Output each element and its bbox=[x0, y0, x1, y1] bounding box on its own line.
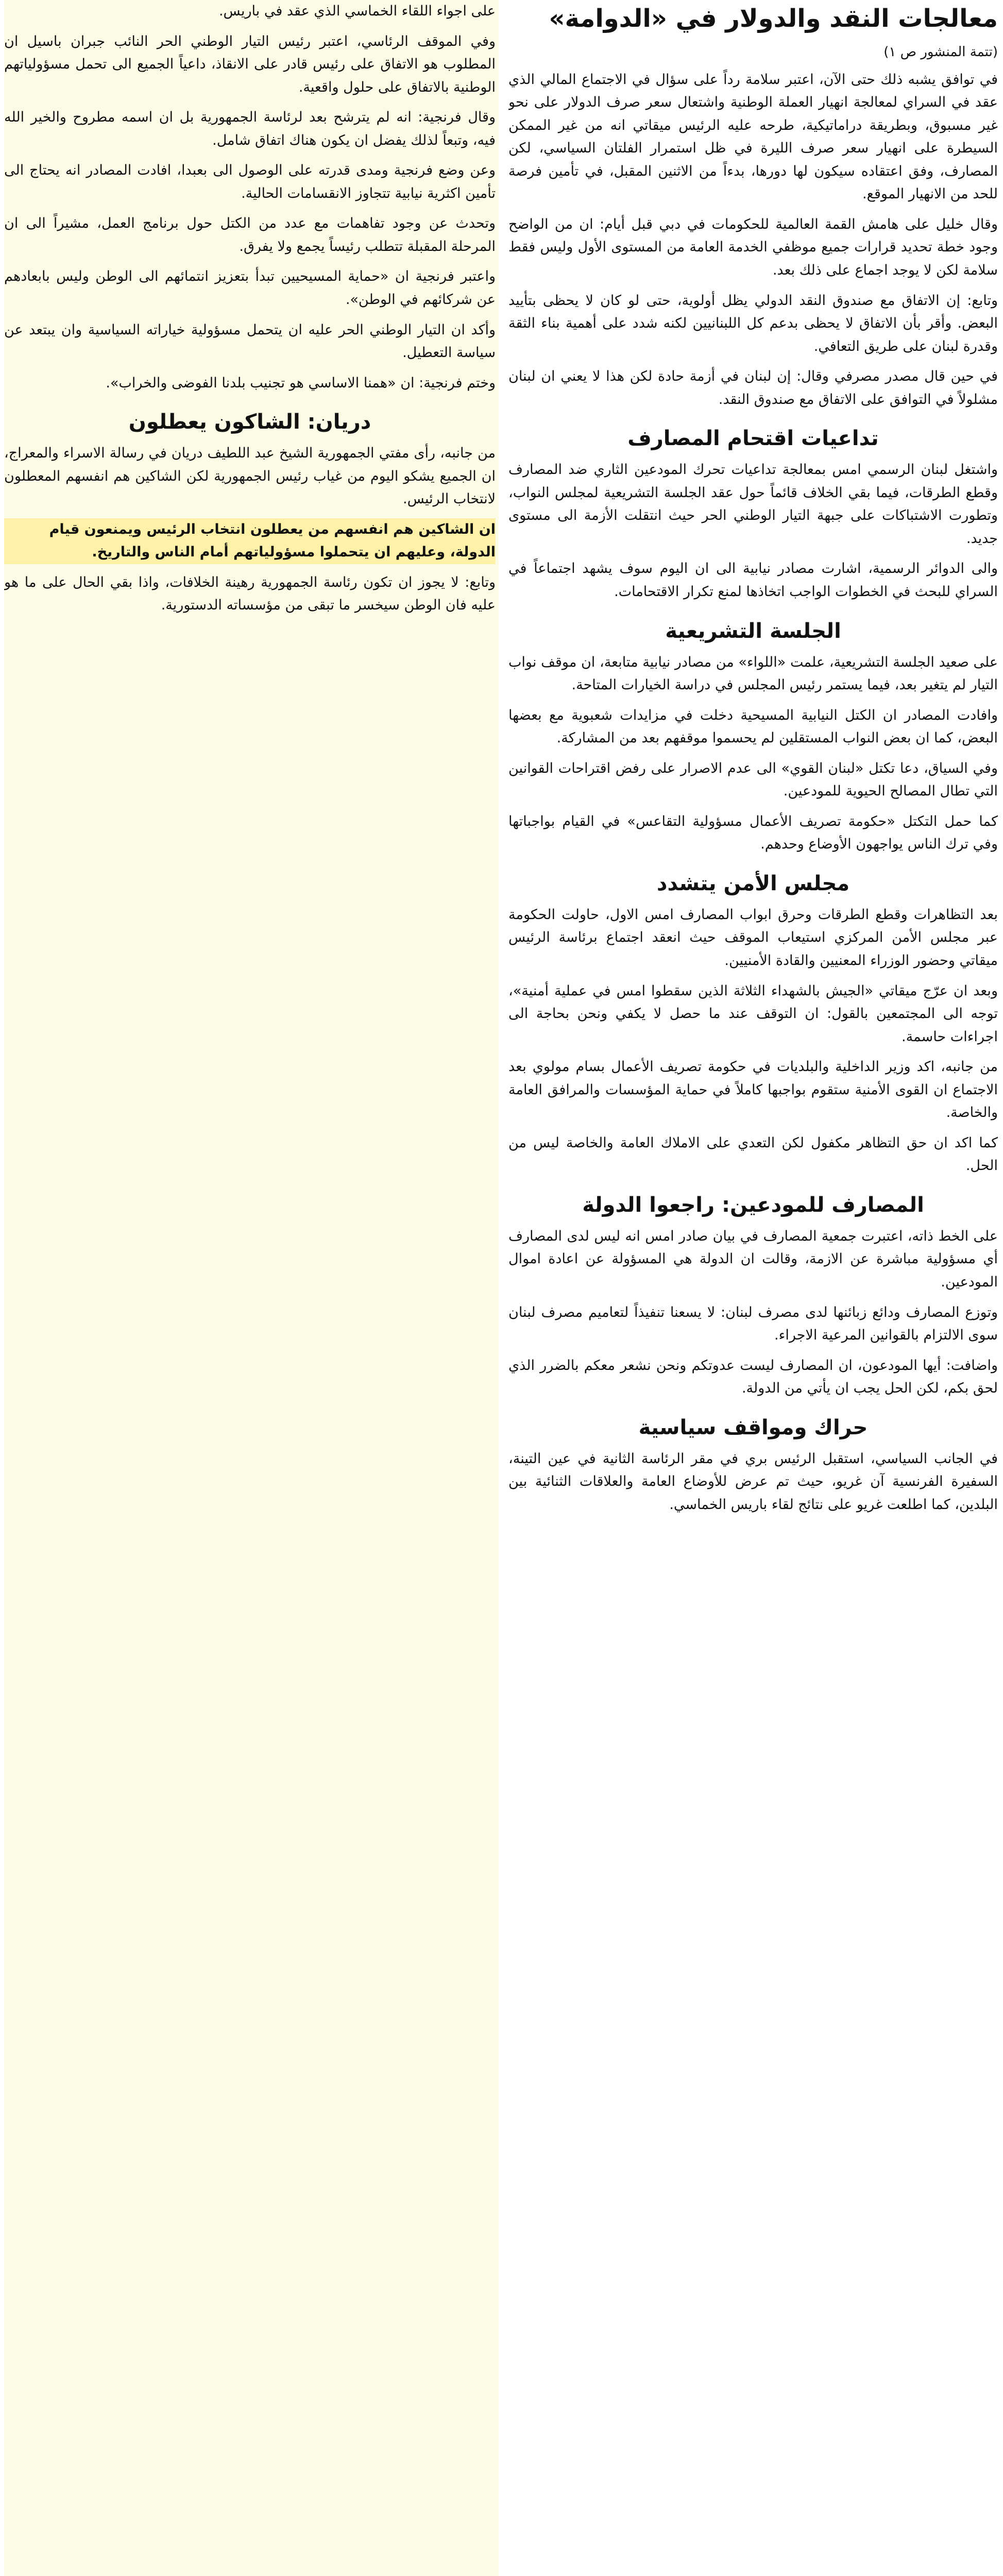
left-paragraph: على اجواء اللقاء الخماسي الذي عقد في باريس. bbox=[218, 3, 496, 19]
left-paragraph: وقال فرنجية: انه لم يترشح بعد لرئاسة الجمهورية بل ان اسمه مطروح والخير الله فيه، وتبعاً لذلك يفضل ان يكون هناك اتفاق شامل. bbox=[4, 109, 496, 148]
section-paragraph: وافادت المصادر ان الكتل النيابية المسيحية دخلت في مزايدات شعبوية مع بعضها البعض، كما ان بعض النواب المستقلين لم يحسموا موقفهم بعد من المشاركة. bbox=[508, 707, 998, 747]
section-heading: حراك ومواقف سياسية bbox=[638, 1415, 868, 1439]
section-paragraph: من جانبه، اكد وزير الداخلية والبلديات في حكومة تصريف الأعمال بسام مولوي بعد الاجتماع ان القوى الأمنية ستقوم بواجبها كاملاً في حماية المؤسسات والمرافق العامة والخاصة. bbox=[508, 1059, 998, 1121]
intro-paragraph: وقال خليل على هامش القمة العالمية للحكومات في دبي قبل أيام: ان من الواضح وجود خطة تحديد قرارات جميع موظفي الخدمة العامة من المستوى الأول وليس فقط سلامة لكن لا يوجد اجماع على ذلك بعد. bbox=[508, 216, 998, 278]
left-paragraph: وتحدث عن وجود تفاهمات مع عدد من الكتل حول برنامج العمل، مشيراً الى ان المرحلة المقبلة تتطلب رئيساً يجمع ولا يفرق. bbox=[4, 215, 496, 255]
section-paragraph: والى الدوائر الرسمية، اشارت مصادر نيابية الى ان اليوم سوف يشهد اجتماعاً في السراي للبحث في الخطوات الواجب اتخاذها لمنع تكرار الاقتحامات. bbox=[508, 561, 998, 600]
section-heading: المصارف للمودعين: راجعوا الدولة bbox=[582, 1193, 924, 1217]
left-paragraph: وفي الموقف الرئاسي، اعتبر رئيس التيار الوطني الحر النائب جبران باسيل ان المطلوب هو الاتفاق على رئيس قادر على الانقاذ، داعياً الجميع الى تحمل مسؤولياتهم الوطنية بالاتفاق على حلول واقعية. bbox=[4, 33, 496, 95]
intro-paragraph: في توافق يشبه ذلك حتى الآن، اعتبر سلامة رداً على سؤال في الاجتماع المالي الذي عقد في السراي لمعالجة انهيار العملة الوطنية واشتعال سعر صرف الدولار على نحو غير مسبوق، وبطريقة دراماتيكية، طرحه عليه الرئيس ميقاتي انه من غير الممكن السيطرة على انهيار سعر صرف الليرة في ظل استمرار الفلتان السياسي، لكن المصارف، وفق اعتقاده سيكون لها دورها، بدءاً من الاثنين المقبل، في تأمين فرصة للحد من الانهيار الموقع. bbox=[508, 71, 998, 202]
section-paragraph: واضافت: أيها المودعون، ان المصارف ليست عدوتكم ونحن نشعر معكم بالضرر الذي لحق بكم، لكن الحل يجب ان يأتي من الدولة. bbox=[508, 1357, 998, 1397]
section-heading: مجلس الأمن يتشدد bbox=[656, 871, 850, 895]
left-section-paragraph: من جانبه، رأى مفتي الجمهورية الشيخ عبد اللطيف دريان في رسالة الاسراء والمعراج، ان الجميع يشكو اليوم من غياب رئيس الجمهورية لكن الشاكين هم انفسهم المعطلون لانتخاب الرئيس. bbox=[4, 445, 496, 507]
section-paragraph: في الجانب السياسي، استقبل الرئيس بري في مقر الرئاسة الثانية في عين التينة، السفيرة الفرنسية آن غريو، حيث تم عرض للأوضاع العامة والعلاقات الثنائية بين البلدين، كما اطلعت غريو على نتائج لقاء باريس الخماسي. bbox=[508, 1450, 998, 1513]
intro-paragraph: في حين قال مصدر مصرفي وقال: إن لبنان في أزمة حادة لكن هذا لا يعني ان لبنان مشلولاً في التوافق على الاتفاق مع صندوق النقد. bbox=[508, 368, 998, 408]
section-paragraph: وبعد ان عرّج ميقاتي «الجيش بالشهداء الثلاثة الذين سقطوا امس في عملية أمنية»، توجه الى المجتمعين بالقول: ان التوقف عند ما حصل لا يكفي ونحن بحاجة الى اجراءات حاسمة. bbox=[508, 982, 998, 1045]
secondary-column bbox=[4, 0, 499, 2576]
left-paragraph: وختم فرنجية: ان «همنا الاساسي هو تجنيب بلدنا الفوضى والخراب». bbox=[106, 375, 496, 391]
left-paragraph: واعتبر فرنجية ان «حماية المسيحيين تبدأ بتعزيز انتمائهم الى الوطن وليس بابعادهم عن شركائهم في الوطن». bbox=[4, 268, 496, 308]
section-heading: الجلسة التشريعية bbox=[665, 619, 841, 643]
left-paragraph: وعن وضع فرنجية ومدى قدرته على الوصول الى بعبدا، افادت المصادر انه يحتاج الى تأمين اكثرية نيابية تتجاوز الانقسامات الحالية. bbox=[4, 162, 496, 201]
section-paragraph: واشتغل لبنان الرسمي امس بمعالجة تداعيات تحرك المودعين الثاري ضد المصارف وقطع الطرقات، فيما بقي الخلاف قائماً حول عقد الجلسة التشريعية لمجلس النواب، وتطورت الاشتباكات على جبهة التيار الوطني الحر حيث انتقلت الأزمة الى مستوى جديد. bbox=[508, 462, 998, 547]
intro-paragraph: وتابع: إن الاتفاق مع صندوق النقد الدولي يظل أولوية، حتى لو كان لا يحظى بتأييد البعض. وأقر بأن الاتفاق لا يحظى بدعم كل اللبنانيين لكنه شدد على أهمية بناء الثقة وقدرة لبنان على طريق التعافي. bbox=[508, 292, 998, 354]
section-paragraph: كما اكد ان حق التظاهر مكفول لكن التعدي على الاملاك العامة والخاصة ليس من الحل. bbox=[508, 1134, 998, 1174]
continued-note: (تتمة المنشور ص ١) bbox=[883, 44, 998, 60]
section-heading: تداعيات اقتحام المصارف bbox=[627, 427, 879, 451]
main-article-column bbox=[508, 0, 998, 2576]
left-section-paragraph: وتابع: لا يجوز ان تكون رئاسة الجمهورية رهينة الخلافات، واذا بقي الحال على ما هو عليه فان الوطن سيخسر ما تبقى من مؤسساته الدستورية. bbox=[4, 574, 496, 614]
article-title: معالجات النقد والدولار في «الدوامة» bbox=[549, 4, 998, 33]
section-paragraph: وتوزع المصارف ودائع زبائنها لدى مصرف لبنان: لا يسعنا تنفيذاً لتعاميم مصرف لبنان سوى الالتزام بالقوانين المرعية الاجراء. bbox=[508, 1304, 998, 1344]
section-paragraph: وفي السياق، دعا تكتل «لبنان القوي» الى عدم الاصرار على رفض اقتراحات القوانين التي تطال المصالح الحيوية للمودعين. bbox=[508, 760, 998, 800]
left-paragraph: وأكد ان التيار الوطني الحر عليه ان يتحمل مسؤولية خياراته السياسية وان يبتعد عن سياسة التعطيل. bbox=[4, 321, 496, 361]
section-paragraph: على الخط ذاته، اعتبرت جمعية المصارف في بيان صادر امس انه ليس لدى المصارف أي مسؤولية مباشرة عن الازمة، وقالت ان الدولة هي المسؤولة عن اعادة اموال المودعين. bbox=[508, 1228, 998, 1291]
highlighted-quote: ان الشاكين هم انفسهم من يعطلون انتخاب الرئيس ويمنعون قيام الدولة، وعليهم ان يتحملوا مسؤولياتهم أمام الناس والتاريخ. bbox=[4, 518, 496, 564]
section-paragraph: كما حمل التكتل «حكومة تصريف الأعمال مسؤولية التقاعس» في القيام بواجباتها وفي ترك الناس يواجهون الأوضاع وحدهم. bbox=[508, 813, 998, 853]
section-heading: دريان: الشاكون يعطلون bbox=[128, 410, 371, 434]
section-paragraph: بعد التظاهرات وقطع الطرقات وحرق ابواب المصارف امس الاول، حاولت الحكومة عبر مجلس الأمن المركزي استيعاب الموقف حيث انعقد اجتماع برئاسة الرئيس ميقاتي وحضور الوزراء المعنيين والقادة الأمنيين. bbox=[508, 906, 998, 969]
section-paragraph: على صعيد الجلسة التشريعية، علمت «اللواء» من مصادر نيابية متابعة، ان موقف نواب التيار لم يتغير بعد، فيما يستمر رئيس المجلس في دراسة الخيارات المتاحة. bbox=[508, 654, 998, 693]
